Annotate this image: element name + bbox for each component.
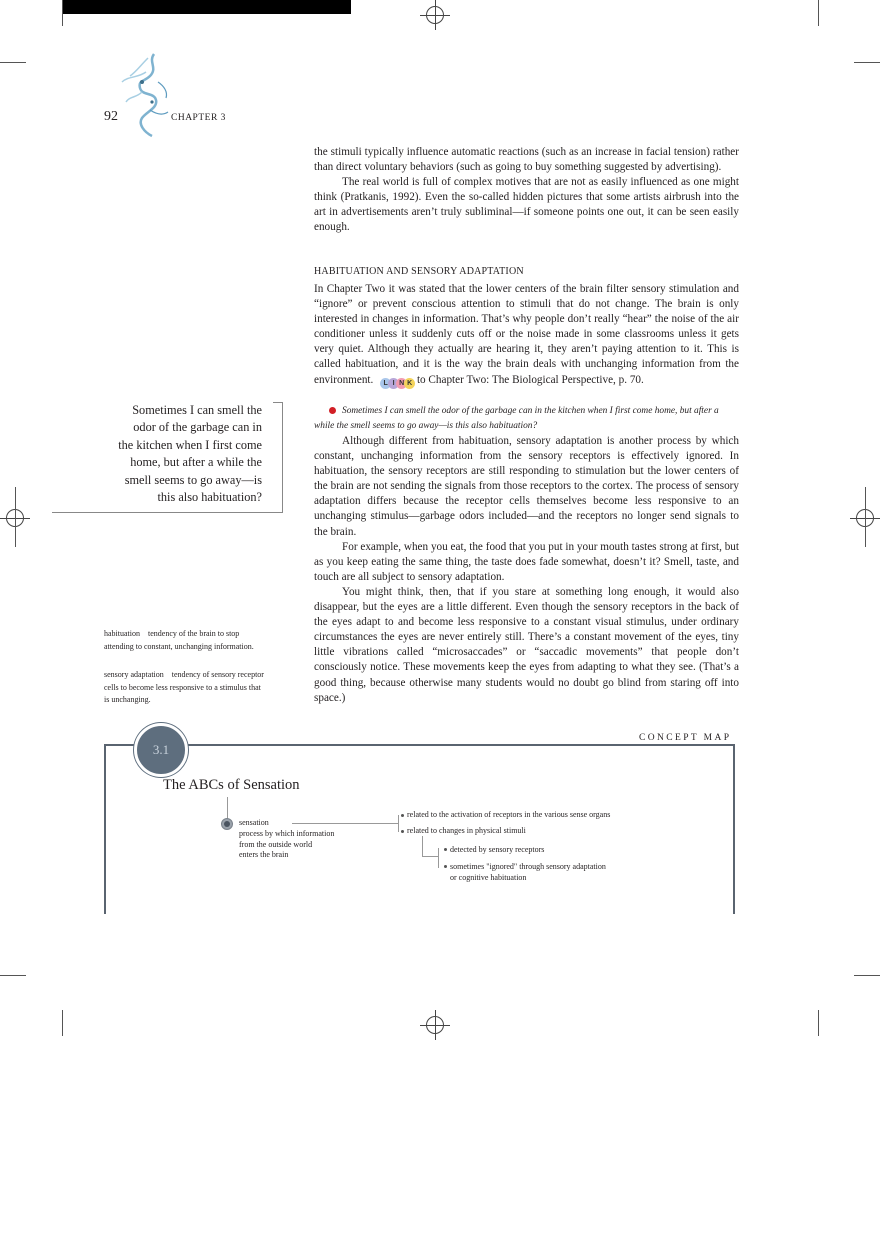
concept-node-term: sensation: [239, 818, 269, 827]
crop-mark: [854, 975, 880, 976]
concept-map-number: 3.1: [134, 723, 188, 777]
margin-question-line: odor of the garbage can in: [133, 420, 262, 435]
main-text-adaptation: [314, 434, 739, 706]
branch-bullet-icon: [444, 848, 447, 851]
concept-subbranch: [450, 862, 670, 883]
concept-subbranch: detected by sensory receptors: [450, 845, 545, 854]
concept-map-label: CONCEPT MAP: [639, 733, 737, 743]
connector-line: [438, 848, 439, 868]
concept-branch: related to the activation of receptors in the various sense organs: [407, 810, 611, 819]
chapter-label: CHAPTER 3: [171, 113, 226, 123]
connector-line: [422, 836, 423, 856]
branch-bullet-icon: [401, 830, 404, 833]
branch-bullet-icon: [444, 865, 447, 868]
subbranch-line: or cognitive habituation: [450, 872, 527, 882]
glossary-definition: tendency of the brain to stop attending to constant, unchanging information.: [104, 629, 254, 651]
concept-map-title: The ABCs of Sensation: [163, 777, 300, 793]
main-text-habituation: [314, 282, 739, 390]
definition-line: process by which information: [239, 829, 335, 838]
branch-bullet-icon: [401, 814, 404, 817]
paragraph: the stimuli typically influence automatic reactions (such as an increase in facial tension) rather than direct voluntary behaviors (such as going to buy something suggested by advertising).: [314, 146, 739, 174]
connector-line: [292, 823, 398, 824]
definition-line: from the outside world: [239, 839, 313, 849]
link-badge[interactable]: [380, 375, 412, 390]
subbranch-line: sometimes "ignored" through sensory adaptation: [450, 862, 606, 871]
margin-question: [100, 402, 262, 506]
crop-mark: [818, 1010, 819, 1036]
link-letter-l: L: [380, 378, 391, 389]
glossary-definition: tendency of sensory receptor cells to become less responsive to a stimulus that is unchanging.: [104, 670, 264, 704]
glossary-term: sensory adaptation: [104, 670, 164, 679]
crop-mark: [0, 975, 26, 976]
glossary-term: habituation: [104, 629, 140, 638]
crosshair-mark-icon: [420, 0, 450, 30]
crosshair-mark-icon: [420, 1010, 450, 1040]
figure-splash-icon: [118, 52, 176, 138]
concept-branch: related to changes in physical stimuli: [407, 826, 526, 835]
crop-mark: [62, 0, 63, 26]
concept-node-definition: [239, 829, 359, 861]
link-reference[interactable]: to Chapter Two: The Biological Perspective, p. 70.: [416, 373, 644, 386]
paragraph: For example, when you eat, the food that you put in your mouth tastes strong at first, but as you keep eating the same thing, the taste does fade somewhat, doesn’t it? Smell, taste, and touch are all subject to sensory adaptation.: [314, 540, 739, 583]
margin-question-line: Sometimes I can smell the: [132, 403, 262, 417]
question-italic: [314, 404, 739, 434]
margin-question-line: smell seems to go away—is: [124, 472, 262, 487]
paragraph-text: In Chapter Two it was stated that the lower centers of the brain filter sensory stimulation and “ignore” or prevent conscious attention to stimuli that do not change. The brain is only interested in changes in information. That’s why people don’t really “hear” the noise of the air conditioner unless it suddenly cuts off or the noise made in some classrooms unless it gets very quiet. Although they actually are hearing it, they aren’t paying attention to it. This is called habituation, and it is the way the brain deals with unchanging information from the environment.: [314, 283, 739, 386]
crop-mark: [62, 1010, 63, 1036]
connector-line: [227, 797, 228, 819]
question-text: Sometimes I can smell the odor of the garbage can in the kitchen when I first come home, but after a while the smell seems to go away—is this also habituation?: [314, 406, 719, 431]
glossary-entry: [104, 628, 264, 653]
definition-line: enters the brain: [239, 850, 289, 859]
paragraph: The real world is full of complex motives that are not as easily influenced as one might think (Pratkanis, 1992). Even the so-called hidden pictures that some artists airbrush into the art in advertisements aren’t truly subliminal—if someone points one out, it can be seen easily enough.: [314, 176, 739, 234]
crop-mark: [854, 62, 880, 63]
margin-question-line: the kitchen when I first come: [118, 437, 262, 452]
crop-mark: [0, 62, 26, 63]
connector-line: [398, 815, 399, 832]
print-bleed-bar: [62, 0, 351, 14]
main-text-top: [314, 145, 739, 236]
crop-mark: [865, 487, 866, 547]
node-dot-icon: [221, 818, 233, 830]
glossary-entry: [104, 669, 264, 707]
connector-line: [422, 856, 438, 857]
paragraph: You might think, then, that if you stare at something long enough, it would also disappear, but the eyes are a little different. Even though the sensory receptors in the back of the eyes adapt to and become less responsive to a constant visual stimulus, under ordinary circumstances the eyes are never entirely still. There’s a constant movement of the eyes, tiny little vibrations called “microsaccades” or “saccadic movements” that people don’t consciously notice. These movements keep the eyes from adapting to what they see. (That’s a good thing, because otherwise many students would no doubt go blind from staring off into space.): [314, 585, 739, 704]
crop-mark: [818, 0, 819, 26]
link-letter-k: K: [404, 378, 415, 389]
link-letter-i: I: [388, 378, 399, 389]
paragraph: Although different from habituation, sensory adaptation is another process by which constant, unchanging information from the sensory receptors is effectively ignored. In habituation, the sensory receptors are still responding to stimulation but the lower centers of the brain are not sending the signals from those receptors to the cortex. The process of sensory adaptation differs because the receptor cells themselves become less responsive to an unchanging stimulus—garbage odors included—and the receptors no longer send signals to the brain.: [314, 435, 739, 538]
page-number: 92: [104, 109, 118, 124]
margin-question-line: home, but after a while the: [130, 455, 262, 470]
link-letter-n: N: [396, 378, 407, 389]
section-heading: HABITUATION AND SENSORY ADAPTATION: [314, 266, 524, 277]
margin-question-line: this also habituation?: [157, 490, 262, 505]
crop-mark: [15, 487, 16, 547]
paragraph: [314, 282, 739, 390]
